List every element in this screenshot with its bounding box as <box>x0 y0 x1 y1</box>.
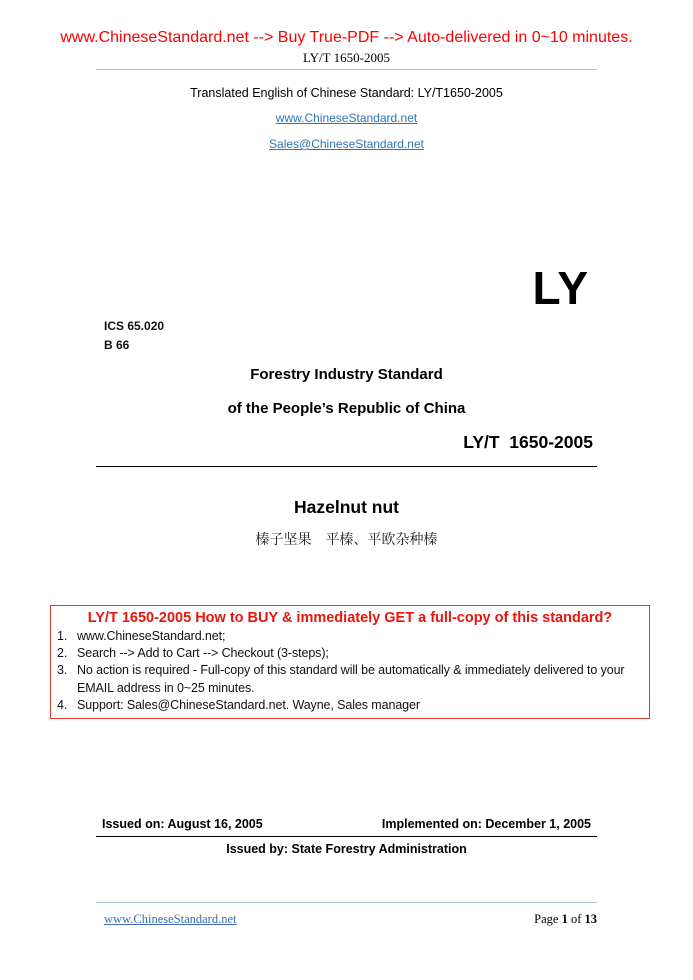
implemented-on-date: Implemented on: December 1, 2005 <box>381 817 591 832</box>
translated-line: Translated English of Chinese Standard: LY/T1650-2005 <box>190 86 503 100</box>
buy-banner: www.ChineseStandard.net --> Buy True-PDF --> Auto-delivered in 0~10 minutes. <box>60 29 633 46</box>
step-number: 4. <box>57 697 68 712</box>
standard-logo-ly: LY <box>532 262 589 314</box>
issuance-divider <box>96 836 597 837</box>
header-divider <box>96 69 597 70</box>
page-current: 1 <box>561 912 568 926</box>
step-number: 1. <box>57 629 68 643</box>
how-to-buy-step <box>57 645 643 662</box>
ics-code: ICS 65.020 <box>104 319 165 333</box>
of-word: of <box>570 912 582 926</box>
standard-title-english: Hazelnut nut <box>294 497 399 517</box>
title-divider <box>96 466 597 467</box>
footer-site-link[interactable]: www.ChineseStandard.net <box>104 912 237 926</box>
step-number: 3. <box>57 663 68 678</box>
org-name-line2: of the People’s Republic of China <box>227 400 466 417</box>
standard-code: LY/T 1650-2005 <box>463 432 593 452</box>
page-total: 13 <box>584 912 597 926</box>
how-to-buy-box <box>50 605 650 719</box>
email-link-row <box>96 137 597 152</box>
how-to-buy-step <box>57 662 643 696</box>
issued-by-line: Issued by: State Forestry Administration <box>226 842 467 857</box>
issuance-dates-row <box>96 816 597 832</box>
page-number <box>534 912 597 927</box>
footer-divider <box>96 902 597 903</box>
page-footer <box>96 902 597 927</box>
page-word: Page <box>534 912 559 926</box>
classification-code: B 66 <box>104 338 130 352</box>
step-text: No action is required - Full-copy of this standard will be automatically & immediately delivered to your EMAIL address in 0~25 minutes. <box>77 663 625 695</box>
site-link[interactable]: www.ChineseStandard.net <box>275 111 418 125</box>
step-text: Support: Sales@ChineseStandard.net. Wayne, Sales manager <box>77 697 420 712</box>
standard-title-chinese: 榛子坚果 平榛、平欧杂种榛 <box>255 531 438 547</box>
org-name-line1: Forestry Industry Standard <box>250 366 443 383</box>
step-text: www.ChineseStandard.net; <box>77 629 226 643</box>
how-to-buy-step <box>57 697 643 714</box>
step-number: 2. <box>57 646 68 661</box>
issued-on-date: Issued on: August 16, 2005 <box>102 817 263 832</box>
how-to-buy-title: LY/T 1650-2005 How to BUY & immediately GET a full-copy of this standard? <box>87 610 613 626</box>
site-link-row <box>96 111 597 126</box>
header-doc-code: LY/T 1650-2005 <box>303 50 390 65</box>
email-link[interactable]: Sales@ChineseStandard.net <box>269 137 424 151</box>
step-text: Search --> Add to Cart --> Checkout (3-steps); <box>77 646 329 661</box>
how-to-buy-step <box>57 628 643 645</box>
